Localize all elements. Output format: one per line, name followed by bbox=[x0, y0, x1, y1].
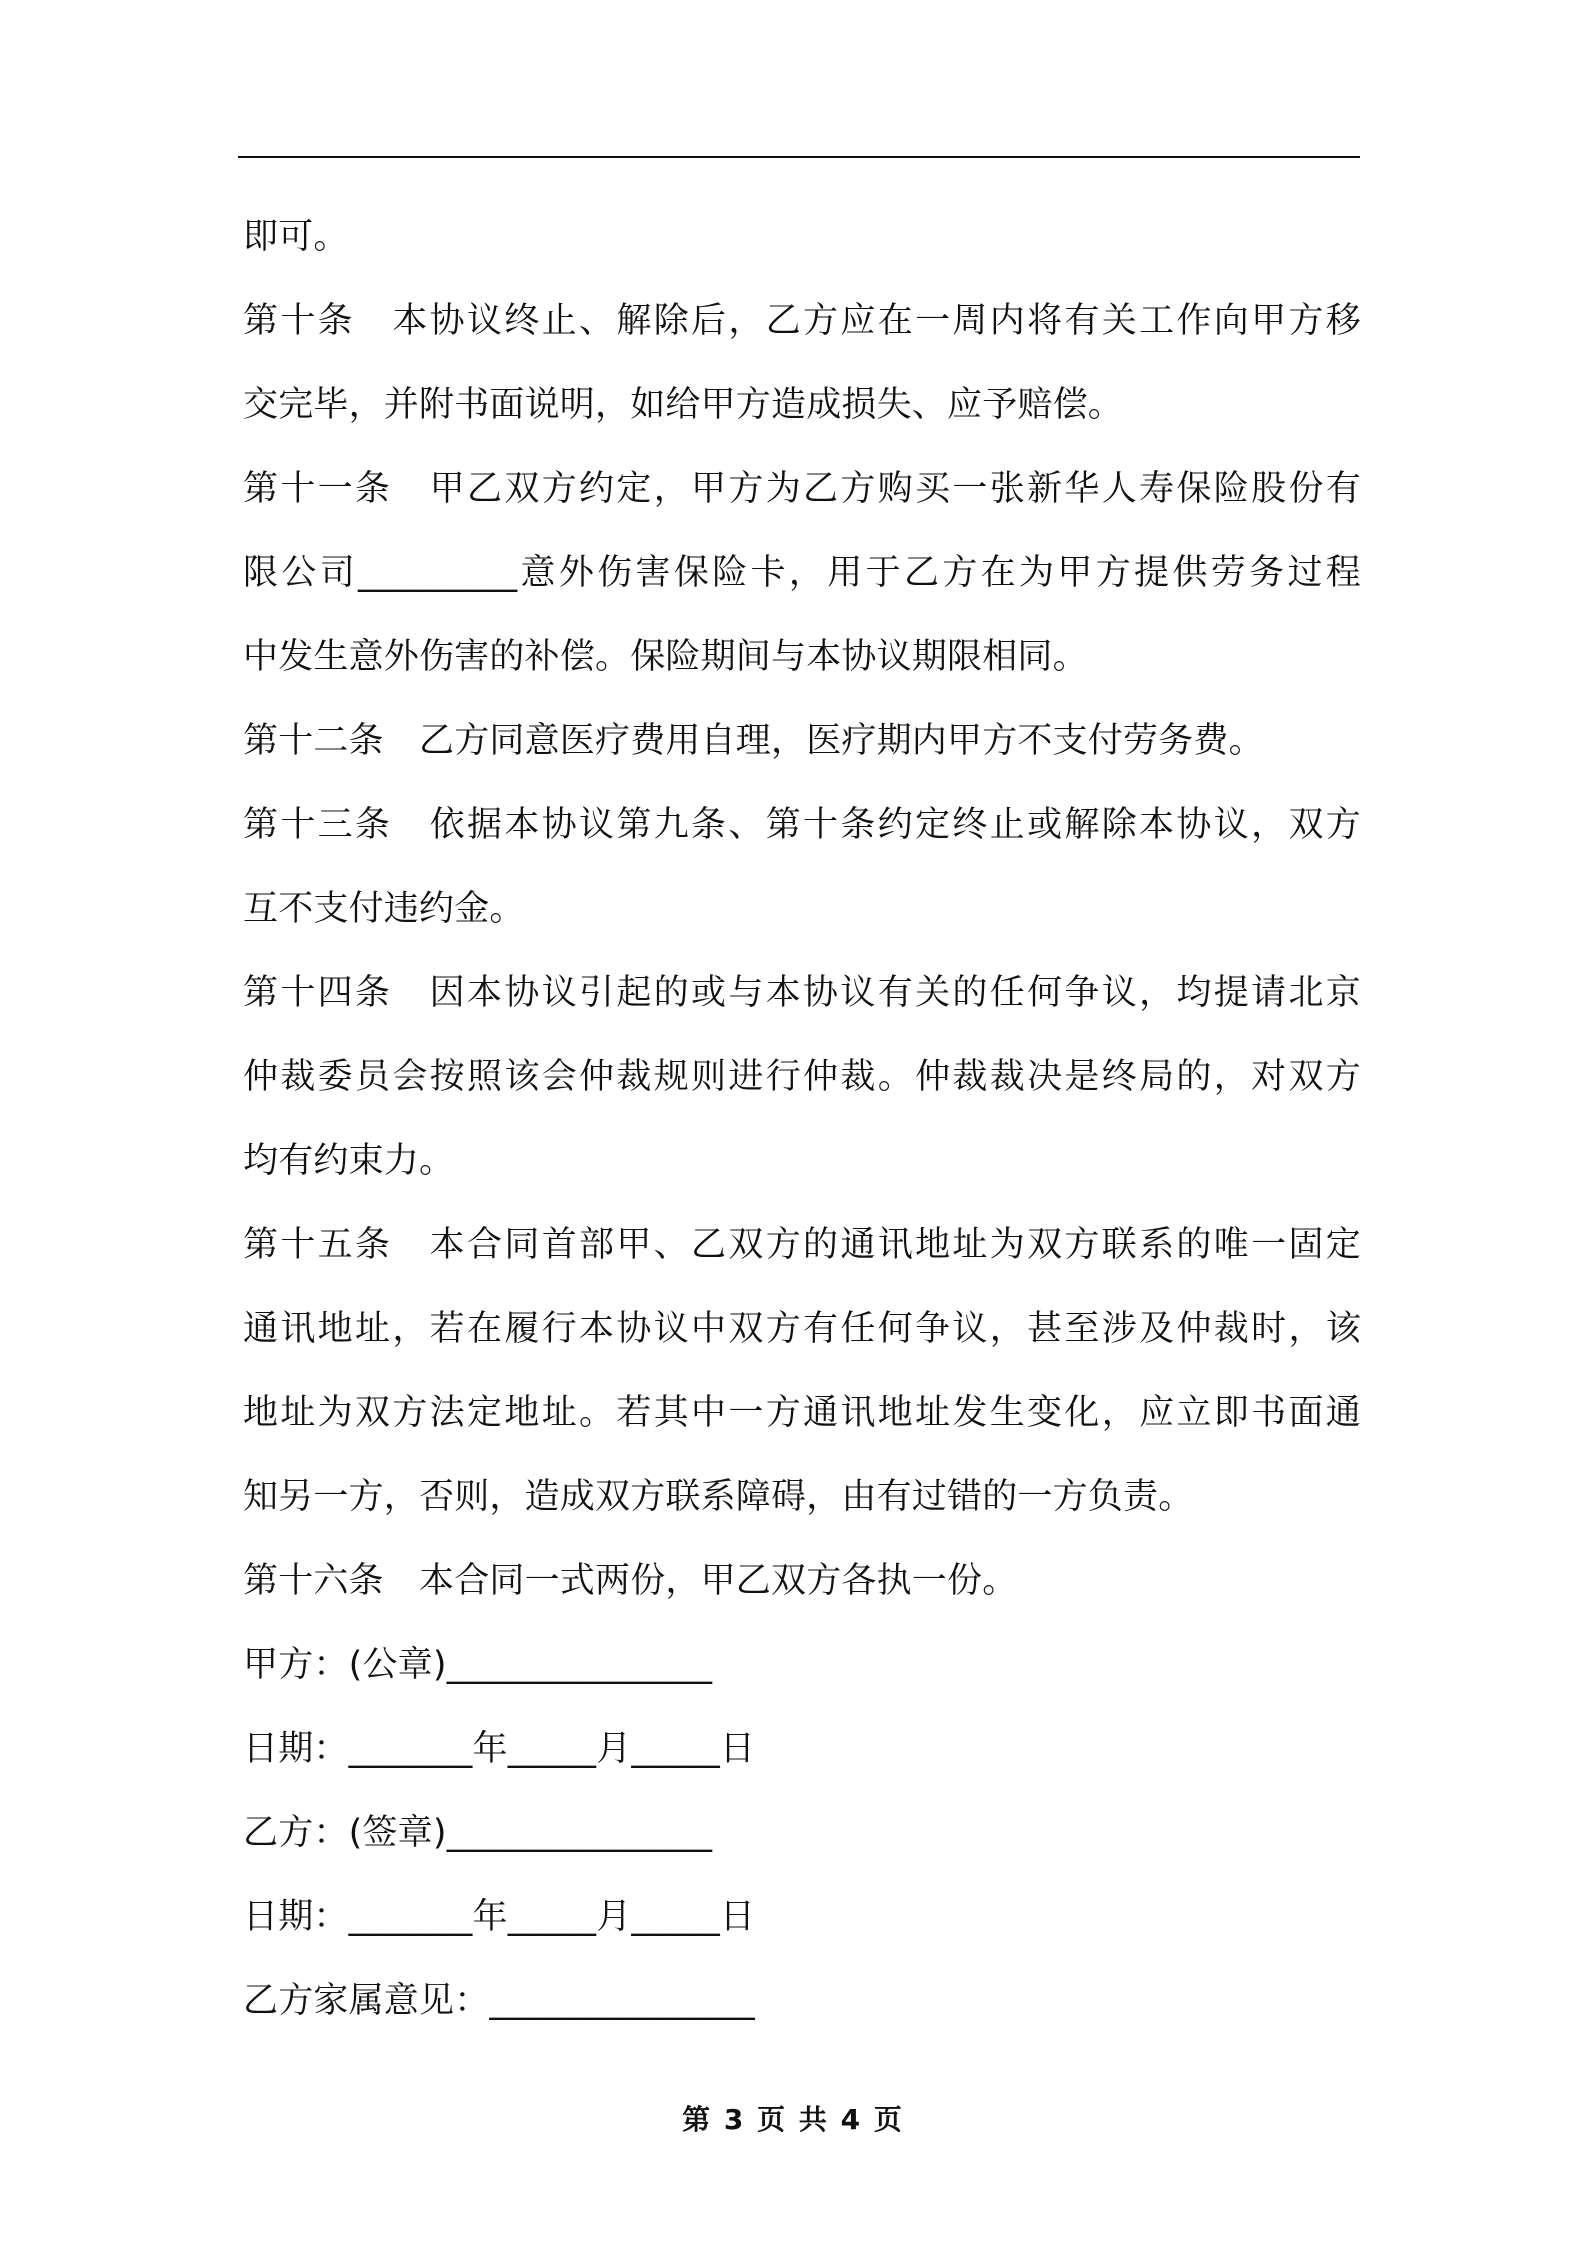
article-10-line-1: 第十条 本协议终止、解除后，乙方应在一周内将有关工作向甲方移 bbox=[243, 301, 1361, 341]
page-number: 第 3 页 共 4 页 bbox=[682, 2103, 904, 2136]
article-15-line-3: 地址为双方法定地址。若其中一方通讯地址发生变化，应立即书面通 bbox=[243, 1393, 1361, 1433]
article-15-line-4: 知另一方，否则，造成双方联系障碍，由有过错的一方负责。 bbox=[243, 1477, 1194, 1517]
contract-body bbox=[243, 195, 1361, 2043]
family-opinion-line: 乙方家属意见：_______________ bbox=[243, 1981, 755, 2021]
party-a-date-line: 日期：_______年_____月_____日 bbox=[243, 1729, 756, 1769]
article-14-line-2: 仲裁委员会按照该会仲裁规则进行仲裁。仲裁裁决是终局的，对双方 bbox=[243, 1057, 1361, 1097]
header-rule bbox=[238, 156, 1360, 158]
party-b-date-line: 日期：_______年_____月_____日 bbox=[243, 1897, 756, 1937]
article-16-line-1: 第十六条 本合同一式两份，甲乙双方各执一份。 bbox=[243, 1561, 1018, 1601]
article-15-line-2: 通讯地址，若在履行本协议中双方有任何争议，甚至涉及仲裁时，该 bbox=[243, 1309, 1361, 1349]
party-a-seal-line: 甲方：(公章)_______________ bbox=[243, 1645, 713, 1685]
party-b-sign-line: 乙方：(签章)_______________ bbox=[243, 1813, 713, 1853]
article-14-line-3: 均有约束力。 bbox=[243, 1141, 455, 1181]
article-11-line-3: 中发生意外伤害的补偿。保险期间与本协议期限相同。 bbox=[243, 637, 1088, 677]
article-14-line-1: 第十四条 因本协议引起的或与本协议有关的任何争议，均提请北京 bbox=[243, 973, 1361, 1013]
article-12-line-1: 第十二条 乙方同意医疗费用自理，医疗期内甲方不支付劳务费。 bbox=[243, 721, 1264, 761]
article-15-line-1: 第十五条 本合同首部甲、乙双方的通讯地址为双方联系的唯一固定 bbox=[243, 1225, 1361, 1265]
article-11-line-1: 第十一条 甲乙双方约定，甲方为乙方购买一张新华人寿保险股份有 bbox=[243, 469, 1361, 509]
article-10-line-2: 交完毕，并附书面说明，如给甲方造成损失、应予赔偿。 bbox=[243, 385, 1124, 425]
article-13-line-1: 第十三条 依据本协议第九条、第十条约定终止或解除本协议，双方 bbox=[243, 805, 1361, 845]
text-line: 即可。 bbox=[243, 217, 349, 257]
article-13-line-2: 互不支付违约金。 bbox=[243, 889, 525, 929]
article-11-line-2: 限公司_________意外伤害保险卡，用于乙方在为甲方提供劳务过程 bbox=[243, 553, 1361, 593]
